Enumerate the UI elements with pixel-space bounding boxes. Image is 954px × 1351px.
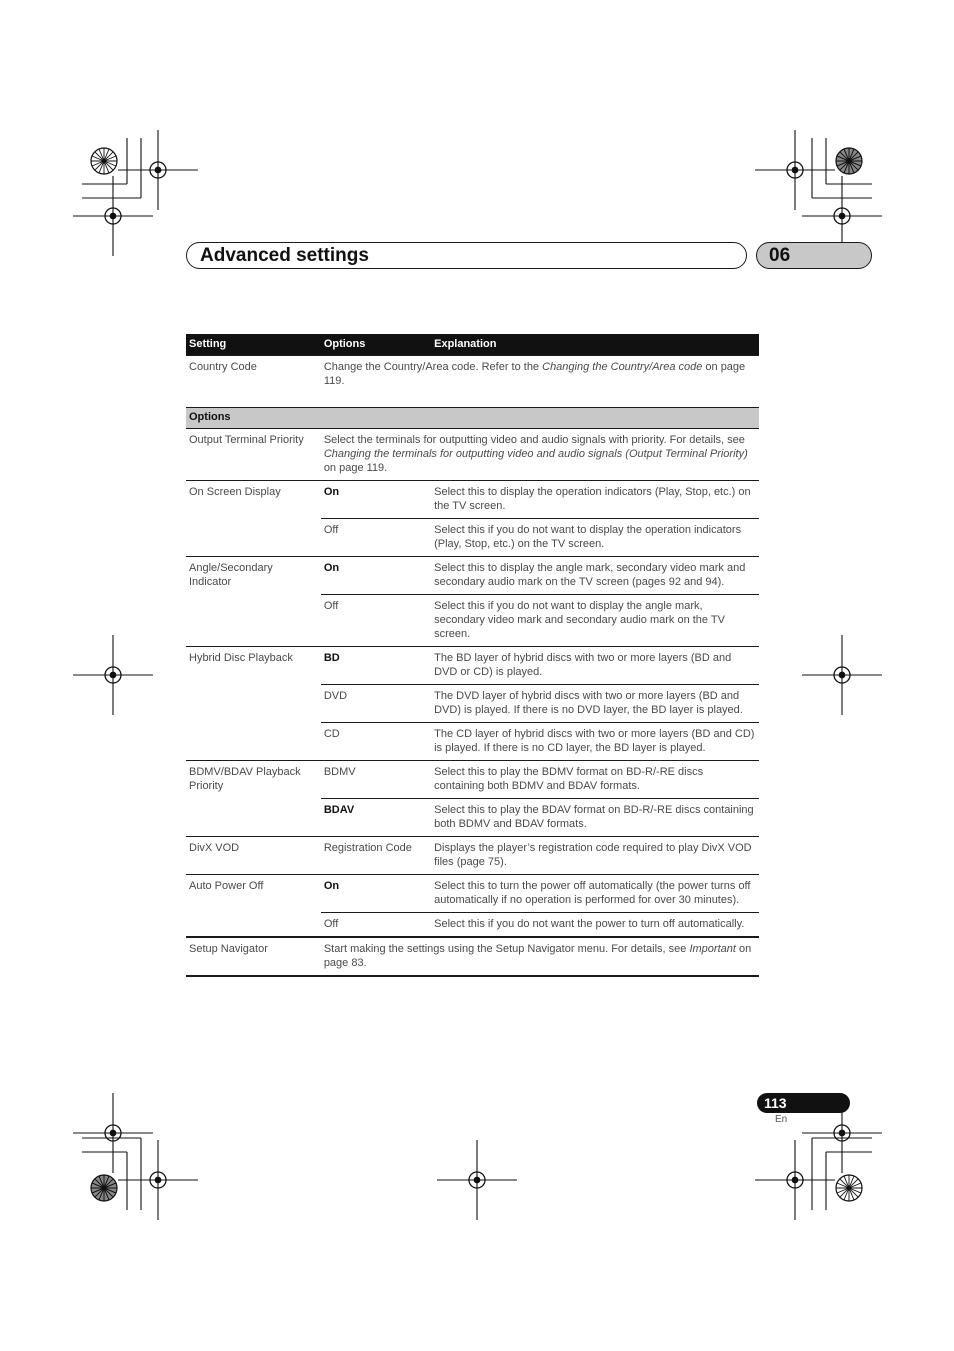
option-value: BDAV bbox=[321, 799, 431, 837]
option-value: On bbox=[321, 557, 431, 595]
option-value: CD bbox=[321, 723, 431, 761]
explanation-text: Start making the settings using the Setup Navigator menu. For details, see bbox=[323, 943, 690, 955]
option-explanation: Select this if you do not want to display the operation indicators (Play, Stop, etc.) on the TV screen. bbox=[431, 519, 759, 557]
option-value: BDMV bbox=[321, 761, 431, 799]
option-value: Off bbox=[321, 913, 431, 938]
column-header-explanation: Explanation bbox=[431, 334, 759, 356]
page-number: 113 bbox=[764, 1095, 787, 1111]
option-value: BD bbox=[321, 647, 431, 685]
cross-reference: Changing the terminals for outputting video and audio signals (Output Terminal Priority) bbox=[323, 448, 748, 460]
setting-name: Angle/Secondary Indicator bbox=[186, 557, 321, 647]
setting-name: Output Terminal Priority bbox=[186, 429, 321, 481]
page-title: Advanced settings bbox=[200, 245, 369, 266]
option-value: DVD bbox=[321, 685, 431, 723]
option-value: On bbox=[321, 481, 431, 519]
chapter-number: 06 bbox=[769, 245, 791, 266]
section-label: Options bbox=[186, 408, 759, 429]
explanation-text: Change the Country/Area code. Refer to the bbox=[323, 361, 543, 373]
option-explanation: Select this to turn the power off automatically (the power turns off automatically if no operation is performed for over 30 minutes). bbox=[431, 875, 759, 913]
option-explanation: Select this to display the operation indicators (Play, Stop, etc.) on the TV screen. bbox=[431, 481, 759, 519]
column-header-options: Options bbox=[321, 334, 431, 356]
table-header-row bbox=[186, 334, 759, 356]
setting-explanation bbox=[321, 429, 759, 481]
setting-name: Hybrid Disc Playback bbox=[186, 647, 321, 761]
row-spacer bbox=[186, 393, 759, 408]
option-explanation: Select this to play the BDMV format on BD-R/-RE discs containing both BDMV and BDAV formats. bbox=[431, 761, 759, 799]
setting-explanation bbox=[321, 937, 759, 976]
table-row bbox=[186, 937, 759, 976]
section-header-row bbox=[186, 408, 759, 429]
table-row bbox=[186, 761, 759, 799]
option-explanation: Select this to play the BDAV format on BD-R/-RE discs containing both BDMV and BDAV formats. bbox=[431, 799, 759, 837]
explanation-text: on page 83. bbox=[323, 943, 752, 969]
option-value: Registration Code bbox=[321, 837, 431, 875]
column-header-setting: Setting bbox=[186, 334, 321, 356]
option-explanation: The DVD layer of hybrid discs with two or more layers (BD and DVD) is played. If there is no DVD layer, the BD layer is played. bbox=[431, 685, 759, 723]
table-row bbox=[186, 356, 759, 394]
settings-table bbox=[186, 334, 759, 977]
option-explanation: The CD layer of hybrid discs with two or more layers (BD and CD) is played. If there is no CD layer, the BD layer is played. bbox=[431, 723, 759, 761]
setting-name: On Screen Display bbox=[186, 481, 321, 557]
setting-name: Setup Navigator bbox=[186, 937, 321, 976]
option-explanation: Displays the player’s registration code required to play DivX VOD files (page 75). bbox=[431, 837, 759, 875]
setting-name: BDMV/BDAV Playback Priority bbox=[186, 761, 321, 837]
table-row bbox=[186, 875, 759, 913]
option-value: Off bbox=[321, 595, 431, 647]
explanation-text: Select the terminals for outputting video and audio signals with priority. For details, see bbox=[323, 434, 745, 446]
table-row bbox=[186, 647, 759, 685]
setting-name: Auto Power Off bbox=[186, 875, 321, 938]
option-value: Off bbox=[321, 519, 431, 557]
explanation-text: on page 119. bbox=[323, 361, 746, 387]
option-explanation: Select this if you do not want the power to turn off automatically. bbox=[431, 913, 759, 938]
setting-name: DivX VOD bbox=[186, 837, 321, 875]
cross-reference: Important bbox=[689, 943, 736, 955]
option-explanation: The BD layer of hybrid discs with two or more layers (BD and DVD or CD) is played. bbox=[431, 647, 759, 685]
setting-explanation bbox=[321, 356, 759, 394]
option-explanation: Select this to display the angle mark, secondary video mark and secondary audio mark on the TV screen (pages 92 and 94). bbox=[431, 557, 759, 595]
setting-name: Country Code bbox=[186, 356, 321, 394]
explanation-text: on page 119. bbox=[323, 462, 388, 474]
table-row bbox=[186, 429, 759, 481]
option-value: On bbox=[321, 875, 431, 913]
cross-reference: Changing the Country/Area code bbox=[542, 361, 703, 373]
page-language: En bbox=[775, 1114, 788, 1125]
table-row bbox=[186, 481, 759, 519]
table-row bbox=[186, 557, 759, 595]
table-row bbox=[186, 837, 759, 875]
option-explanation: Select this if you do not want to display the angle mark, secondary video mark and secondary audio mark on the TV screen. bbox=[431, 595, 759, 647]
